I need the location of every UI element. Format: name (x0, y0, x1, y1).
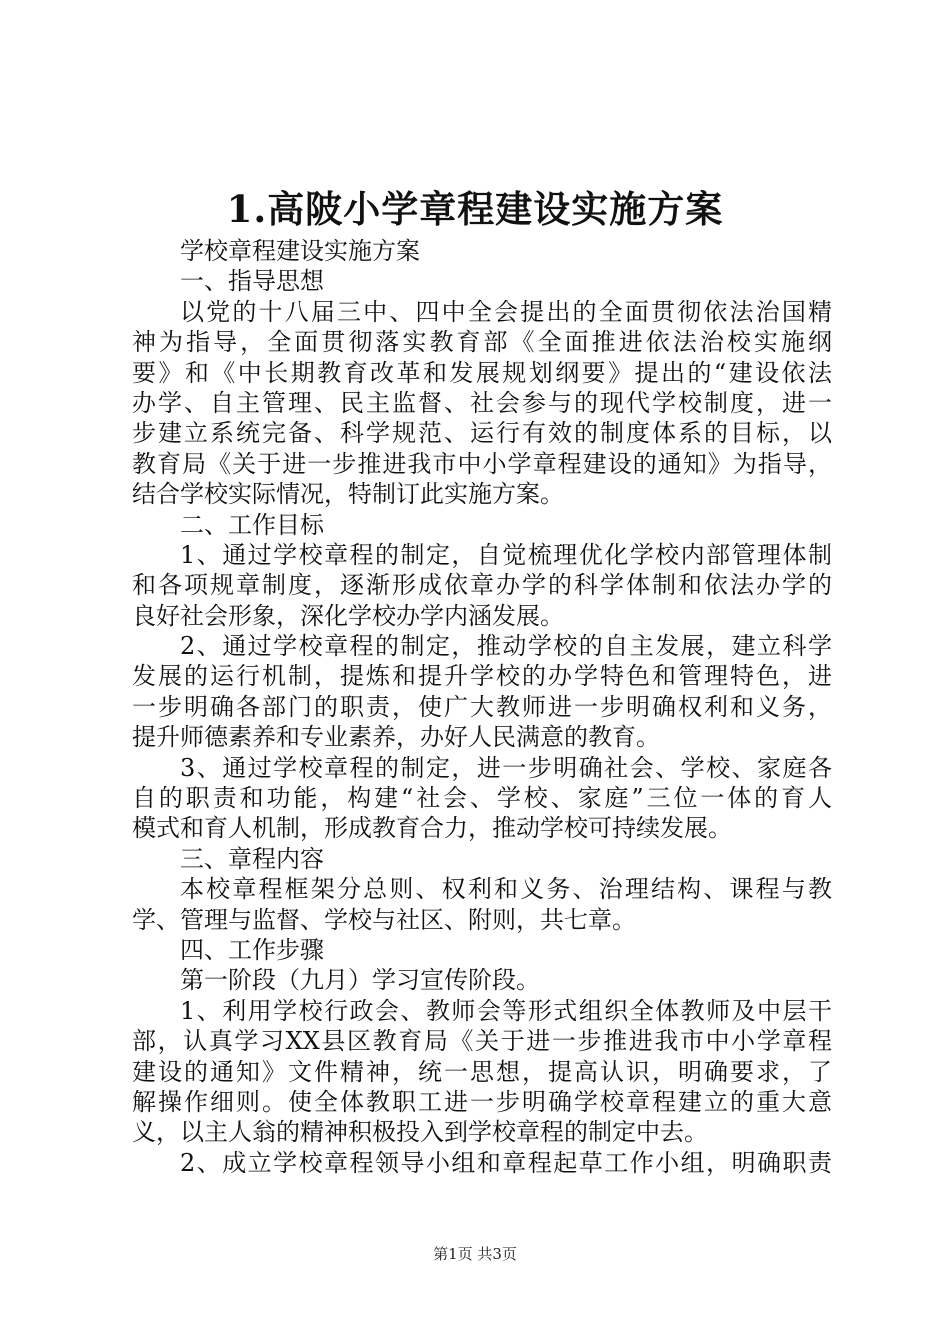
text-line: 提升师德素养和专业素养，办好人民满意的教育。 (132, 723, 660, 752)
text-line: 模式和育人机制，形成教育合力，推动学校可持续发展。 (132, 814, 732, 843)
text-line: 2、通过学校章程的制定，推动学校的自主发展，建立科学 (180, 632, 832, 661)
text-line: 结合学校实际情况，特制订此实施方案。 (132, 480, 564, 509)
text-line: 步建立系统完备、科学规范、运行有效的制度体系的目标，以 (132, 419, 832, 448)
page-number-footer: 第1页 共3页 (433, 1245, 517, 1263)
text-line: 3、通过学校章程的制定，进一步明确社会、学校、家庭各 (180, 753, 832, 782)
text-line: 学校章程建设实施方案 (180, 237, 420, 265)
text-line: 办学、自主管理、民主监督、社会参与的现代学校制度，进一 (132, 388, 832, 417)
text-line: 本校章程框架分总则、权利和义务、治理结构、课程与教 (180, 875, 832, 904)
document-title: 1.高陂小学章程建设实施方案 (226, 187, 724, 231)
document-body (132, 236, 832, 1178)
text-line: 教育局《关于进一步推进我市中小学章程建设的通知》为指导， (132, 449, 832, 478)
text-line: 自的职责和功能，构建“社会、学校、家庭”三位一体的育人 (132, 784, 832, 813)
text-line: 神为指导，全面贯彻落实教育部《全面推进依法治校实施纲 (132, 328, 832, 357)
text-line: 义，以主人翁的精神积极投入到学校章程的制定中去。 (132, 1118, 708, 1147)
text-line: 二、工作目标 (180, 510, 324, 539)
text-line: 1、通过学校章程的制定，自觉梳理优化学校内部管理体制 (180, 540, 832, 569)
text-line: 四、工作步骤 (180, 935, 324, 964)
text-line: 一、指导思想 (180, 267, 324, 296)
text-line: 良好社会形象，深化学校办学内涵发展。 (132, 601, 564, 630)
text-line: 2、成立学校章程领导小组和章程起草工作小组，明确职责 (180, 1148, 832, 1177)
text-line: 以党的十八届三中、四中全会提出的全面贯彻依法治国精 (180, 297, 832, 326)
text-line: 解操作细则。使全体教职工进一步明确学校章程建立的重大意 (132, 1087, 832, 1116)
text-line: 部，认真学习XX县区教育局《关于进一步推进我市中小学章程 (132, 1027, 832, 1056)
text-line: 学、管理与监督、学校与社区、附则，共七章。 (132, 905, 636, 934)
text-line: 和各项规章制度，逐渐形成依章办学的科学体制和依法办学的 (132, 571, 832, 600)
text-line: 1、利用学校行政会、教师会等形式组织全体教师及中层干 (180, 996, 832, 1025)
text-line: 一步明确各部门的职责，使广大教师进一步明确权利和义务， (132, 692, 832, 721)
text-line: 三、章程内容 (180, 844, 324, 873)
text-line: 建设的通知》文件精神，统一思想，提高认识，明确要求，了 (132, 1057, 832, 1086)
text-line: 要》和《中长期教育改革和发展规划纲要》提出的“建设依法 (132, 358, 832, 387)
text-line: 第一阶段（九月）学习宣传阶段。 (180, 966, 540, 995)
text-line: 发展的运行机制，提炼和提升学校的办学特色和管理特色，进 (132, 662, 832, 691)
